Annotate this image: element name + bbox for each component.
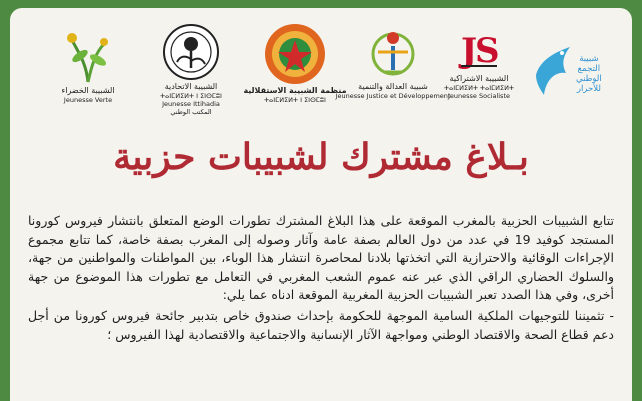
logo-jeunesse-ittihadia — [148, 22, 234, 126]
logo-caption-line: الشبيبة الاشتراكية — [449, 74, 509, 83]
logo-caption-line: التجمع — [577, 64, 601, 74]
logo-caption-line: ⵜⴰⵏⵎⵍⵉⵍⵜ ⵏ ⵉⵏⵙⵎⵓⵏ — [160, 92, 222, 100]
logo-caption-line: Jeunesse Verte — [63, 96, 113, 104]
logo-caption-line: منظمة الشبيبة الاستقلالية — [243, 86, 347, 95]
svg-text:J: J — [461, 31, 478, 71]
logo-caption-line: شبيبة — [579, 54, 599, 64]
logo-caption-line: الشبيبة الاتحادية — [164, 82, 218, 91]
logo-chabiba-istiqlalia — [243, 22, 347, 126]
logo-caption-line: الشبيبة الخضراء — [61, 86, 115, 95]
dove-emblem-icon — [528, 39, 576, 109]
green-youth-emblem-icon — [58, 22, 118, 86]
istiqlal-emblem-icon — [263, 22, 327, 86]
statement-document — [10, 8, 632, 401]
statement-paragraph: تتابع الشبيبات الحزبية بالمغرب الموقعة على هذا البلاغ المشترك تطورات الوضع المتعلق بانتشار فيروس كورونا المستجد كوفيد 19 في عدد من دول العالم بصفة عامة وآثار وصوله إلى المغرب بصفة خاصة، كما تتابع مجموع الإجراءات الوقائية والاحترازية التي اتخذتها بلادنا لمحاصرة انتشار هذا الوباء، بين المواطنات والمواطنين من جهة، والسلوك الحضاري الراقي الذي عبر عنه عموم الشعب المغربي في التعامل مع تطورات هذا الموضوع من جهة أخرى، وفي هذا الصدد تعبر الشبيبات الحزبية المغربية الموقعة ادناه عما يلي: — [28, 213, 614, 303]
statement-body — [28, 212, 614, 344]
ittihadi-rose-emblem-icon — [161, 22, 221, 82]
logo-caption-line: الوطني — [576, 74, 602, 84]
justice-development-emblem-icon — [364, 22, 422, 82]
logo-caption-line: Jeunesse Socialiste — [447, 92, 510, 100]
logo-jeunesse-verte — [48, 22, 128, 126]
socialist-js-emblem-icon — [453, 22, 505, 74]
logo-caption-line: شبيبة العدالة والتنمية — [358, 82, 428, 91]
logo-jeunesse-justice-developpement — [335, 22, 451, 126]
logos-row — [10, 22, 632, 126]
logo-caption-line: المكتب الوطني — [170, 108, 212, 116]
logo-caption-line: Jeunesse Ittihadia — [162, 100, 220, 108]
statement-paragraph: - تثميننا للتوجيهات الملكية السامية الموجهة للحكومة بإحداث صندوق خاص بتدبير جائحة فيروس كورونا من أجل دعم قطاع الصحة والاقتصاد الوطني ومواجهة الآثار الإنسانية والاجتماعية والاقتصادية لهذا الفيروس ؛ — [28, 307, 614, 342]
logo-caption-line: للأحرار — [576, 84, 601, 94]
svg-text:S: S — [475, 31, 500, 71]
statement-headline: بـلاغ مشترك لشبيبات حزبية — [113, 136, 529, 178]
logo-caption-line: Jeunesse Justice et Développement — [335, 92, 451, 100]
logo-caption-line: ⵜⴰⵏⵎⵍⵉⵍⵜ ⵜⴰⵏⵎⵍⵉⵍⵜ — [444, 84, 514, 92]
logo-caption-line: ⵜⴰⵏⵎⵍⵉⵍⵜ ⵏ ⵉⵏⵙⵎⵓⵏ — [264, 96, 326, 104]
logo-chabiba-tajamoe — [528, 22, 620, 126]
logo-jeunesse-socialiste — [436, 22, 522, 126]
